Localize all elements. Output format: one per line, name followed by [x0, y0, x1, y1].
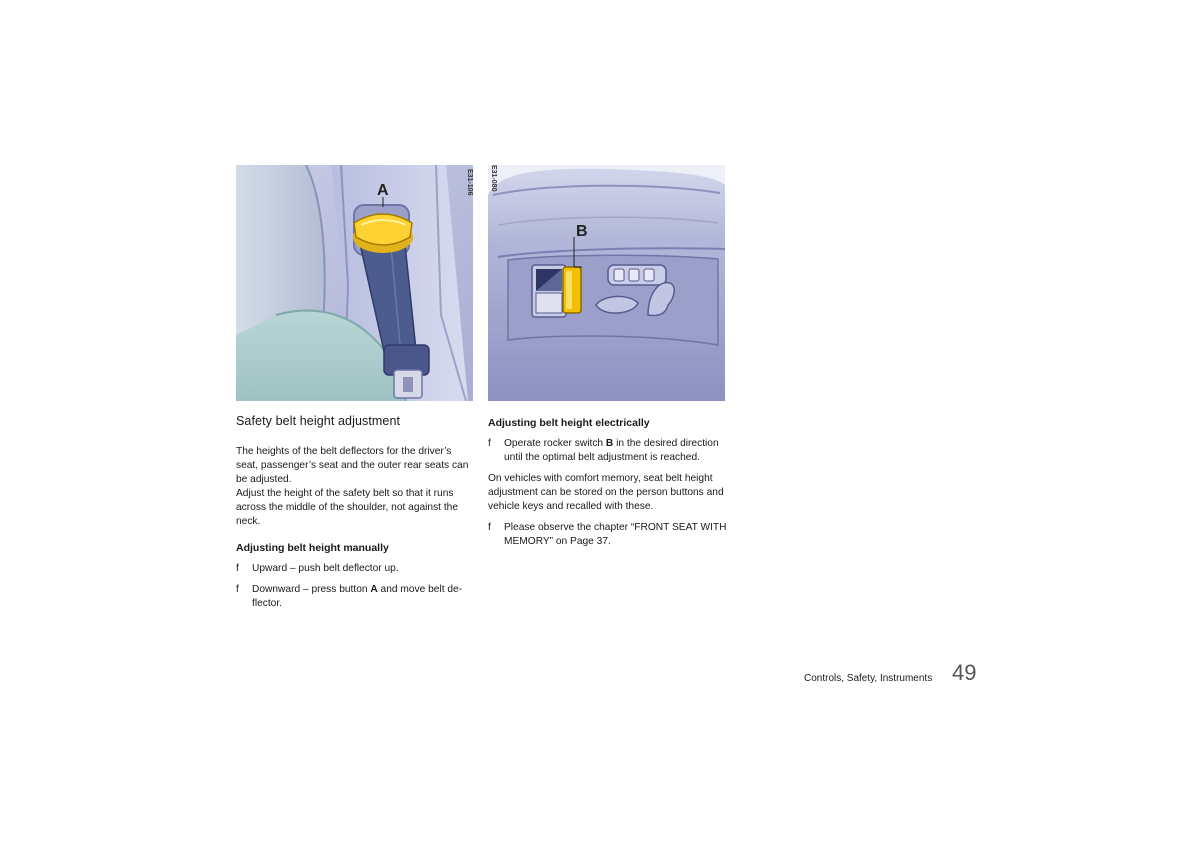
electric-step-rocker	[488, 437, 728, 465]
seat-switch-drawing	[488, 165, 725, 401]
switch-b-reference: B	[605, 438, 614, 449]
electric-step-pre: Operate rocker switch	[504, 438, 606, 449]
manual-step-upward-text: Upward – push belt deflector up.	[252, 563, 399, 574]
right-column	[488, 416, 728, 556]
manual-step-downward-pre: Downward – press button	[252, 584, 371, 595]
bullet-marker: f	[488, 522, 491, 533]
seat-switch-illustration	[488, 165, 725, 401]
manual-step-downward-post: and move belt de-flector.	[252, 584, 463, 609]
figure-a-code: E31-106	[466, 169, 473, 196]
manual-step-upward	[236, 562, 476, 576]
page-number: 49	[952, 660, 977, 685]
bullet-marker: f	[236, 563, 239, 574]
manual-step-downward	[236, 583, 476, 611]
belt-deflector-drawing	[236, 165, 473, 401]
comfort-memory-note: On vehicles with comfort memory, seat belt height adjustment can be stored on the person buttons and vehicle keys and recalled with these.	[488, 473, 724, 512]
belt-deflector-illustration	[236, 165, 473, 401]
section-title: Safety belt height adjustment	[236, 414, 401, 428]
left-column	[236, 414, 476, 618]
bullet-marker: f	[488, 438, 491, 449]
callout-a-label: A	[377, 182, 389, 199]
manual-adjust-heading: Adjusting belt height manually	[236, 542, 389, 554]
memory-chapter-text: Please observe the chapter “FRONT SEAT WITH MEMORY” on Page 37.	[504, 522, 727, 547]
electric-step-post: in the desired direction until the optimal belt adjustment is reached.	[504, 438, 719, 463]
bullet-marker: f	[236, 584, 239, 595]
intro-paragraph-1: The heights of the belt deflectors for the driver’s seat, passenger’s seat and the outer rear seats can be adjusted.	[236, 446, 469, 485]
electric-adjust-heading: Adjusting belt height electrically	[488, 417, 650, 429]
figure-b-code: E31-080	[490, 165, 497, 192]
memory-chapter-reference	[488, 521, 728, 549]
intro-paragraph-2: Adjust the height of the safety belt so that it runs across the middle of the shoulder, not against the neck.	[236, 488, 459, 527]
callout-b-label: B	[576, 223, 588, 240]
button-a-reference: A	[370, 584, 378, 595]
footer-section-label: Controls, Safety, Instruments	[804, 673, 933, 684]
